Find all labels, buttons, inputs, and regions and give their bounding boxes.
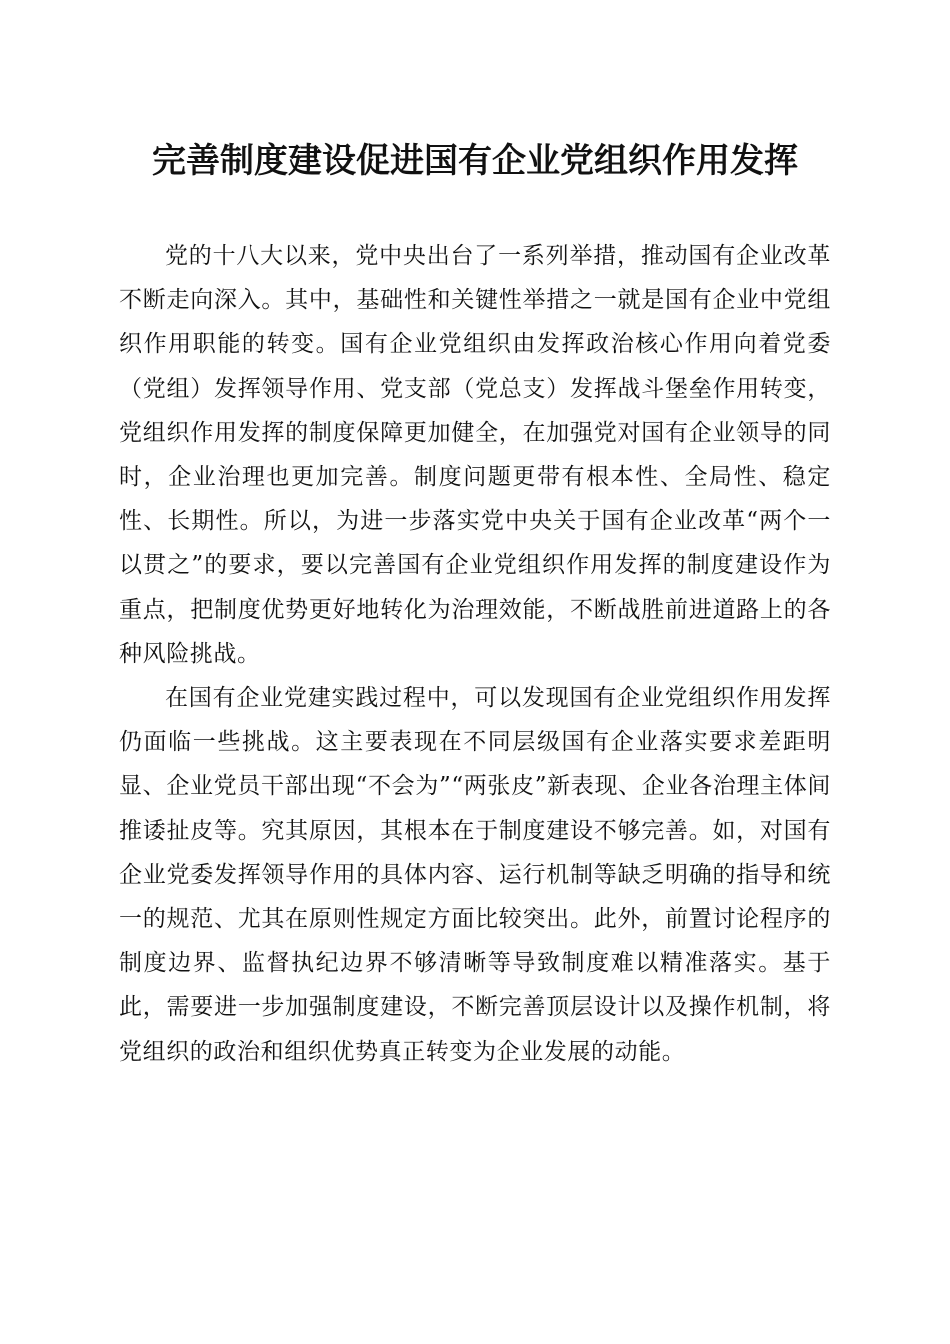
paragraph-1: 党的十八大以来，党中央出台了一系列举措，推动国有企业改革不断走向深入。其中，基础性和关键性举措之一就是国有企业中党组织作用职能的转变。国有企业党组织由发挥政治核心作用向着党委（党组）发挥领导作用、党支部（党总支）发挥战斗堡垒作用转变，党组织作用发挥的制度保障更加健全，在加强党对国有企业领导的同时，企业治理也更加完善。制度问题更带有根本性、全局性、稳定性、长期性。所以，为进一步落实党中央关于国有企业改革“两个一以贯之”的要求，要以完善国有企业党组织作用发挥的制度建设作为重点，把制度优势更好地转化为治理效能，不断战胜前进道路上的各种风险挑战。 bbox=[119, 243, 831, 667]
paragraph-2: 在国有企业党建实践过程中，可以发现国有企业党组织作用发挥仍面临一些挑战。这主要表现在不同层级国有企业落实要求差距明显、企业党员干部出现“不会为”“两张皮”新表现、企业各治理主体间推诿扯皮等。究其原因，其根本在于制度建设不够完善。如，对国有企业党委发挥领导作用的具体内容、运行机制等缺乏明确的指导和统一的规范、尤其在原则性规定方面比较突出。此外，前置讨论程序的制度边界、监督执纪边界不够清晰等导致制度难以精准落实。基于此，需要进一步加强制度建设，不断完善顶层设计以及操作机制，将党组织的政治和组织优势真正转变为企业发展的动能。 bbox=[119, 685, 831, 1065]
document-title: 完善制度建设促进国有企业党组织作用发挥 bbox=[152, 141, 798, 181]
document-body bbox=[119, 234, 831, 1074]
